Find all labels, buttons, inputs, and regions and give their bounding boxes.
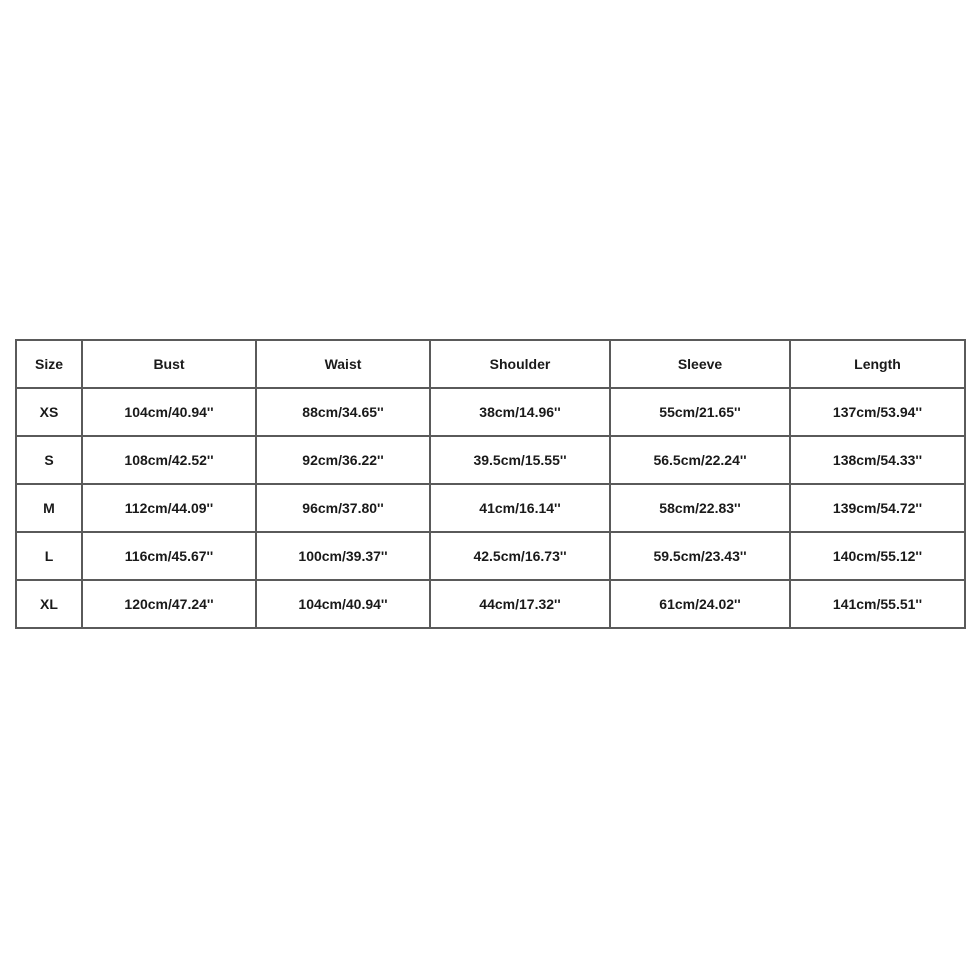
length-cell: 139cm/54.72'' bbox=[790, 484, 965, 532]
table-row bbox=[16, 484, 965, 532]
shoulder-cell: 38cm/14.96'' bbox=[430, 388, 610, 436]
header-sleeve: Sleeve bbox=[610, 340, 790, 388]
sleeve-cell: 56.5cm/22.24'' bbox=[610, 436, 790, 484]
shoulder-cell: 39.5cm/15.55'' bbox=[430, 436, 610, 484]
sleeve-cell: 61cm/24.02'' bbox=[610, 580, 790, 628]
sleeve-cell: 58cm/22.83'' bbox=[610, 484, 790, 532]
shoulder-cell: 42.5cm/16.73'' bbox=[430, 532, 610, 580]
bust-cell: 104cm/40.94'' bbox=[82, 388, 256, 436]
bust-cell: 108cm/42.52'' bbox=[82, 436, 256, 484]
shoulder-cell: 44cm/17.32'' bbox=[430, 580, 610, 628]
size-chart-body bbox=[16, 388, 965, 628]
length-cell: 138cm/54.33'' bbox=[790, 436, 965, 484]
bust-cell: 116cm/45.67'' bbox=[82, 532, 256, 580]
size-cell: S bbox=[16, 436, 82, 484]
header-size: Size bbox=[16, 340, 82, 388]
header-shoulder: Shoulder bbox=[430, 340, 610, 388]
length-cell: 141cm/55.51'' bbox=[790, 580, 965, 628]
shoulder-cell: 41cm/16.14'' bbox=[430, 484, 610, 532]
waist-cell: 100cm/39.37'' bbox=[256, 532, 430, 580]
table-row bbox=[16, 436, 965, 484]
waist-cell: 96cm/37.80'' bbox=[256, 484, 430, 532]
sleeve-cell: 55cm/21.65'' bbox=[610, 388, 790, 436]
size-chart-table bbox=[15, 339, 966, 629]
header-waist: Waist bbox=[256, 340, 430, 388]
bust-cell: 112cm/44.09'' bbox=[82, 484, 256, 532]
length-cell: 140cm/55.12'' bbox=[790, 532, 965, 580]
table-row bbox=[16, 532, 965, 580]
sleeve-cell: 59.5cm/23.43'' bbox=[610, 532, 790, 580]
waist-cell: 88cm/34.65'' bbox=[256, 388, 430, 436]
waist-cell: 92cm/36.22'' bbox=[256, 436, 430, 484]
table-row bbox=[16, 580, 965, 628]
length-cell: 137cm/53.94'' bbox=[790, 388, 965, 436]
waist-cell: 104cm/40.94'' bbox=[256, 580, 430, 628]
header-row bbox=[16, 340, 965, 388]
size-chart-header bbox=[16, 340, 965, 388]
bust-cell: 120cm/47.24'' bbox=[82, 580, 256, 628]
header-length: Length bbox=[790, 340, 965, 388]
size-cell: L bbox=[16, 532, 82, 580]
size-cell: M bbox=[16, 484, 82, 532]
size-cell: XL bbox=[16, 580, 82, 628]
table-row bbox=[16, 388, 965, 436]
header-bust: Bust bbox=[82, 340, 256, 388]
size-cell: XS bbox=[16, 388, 82, 436]
